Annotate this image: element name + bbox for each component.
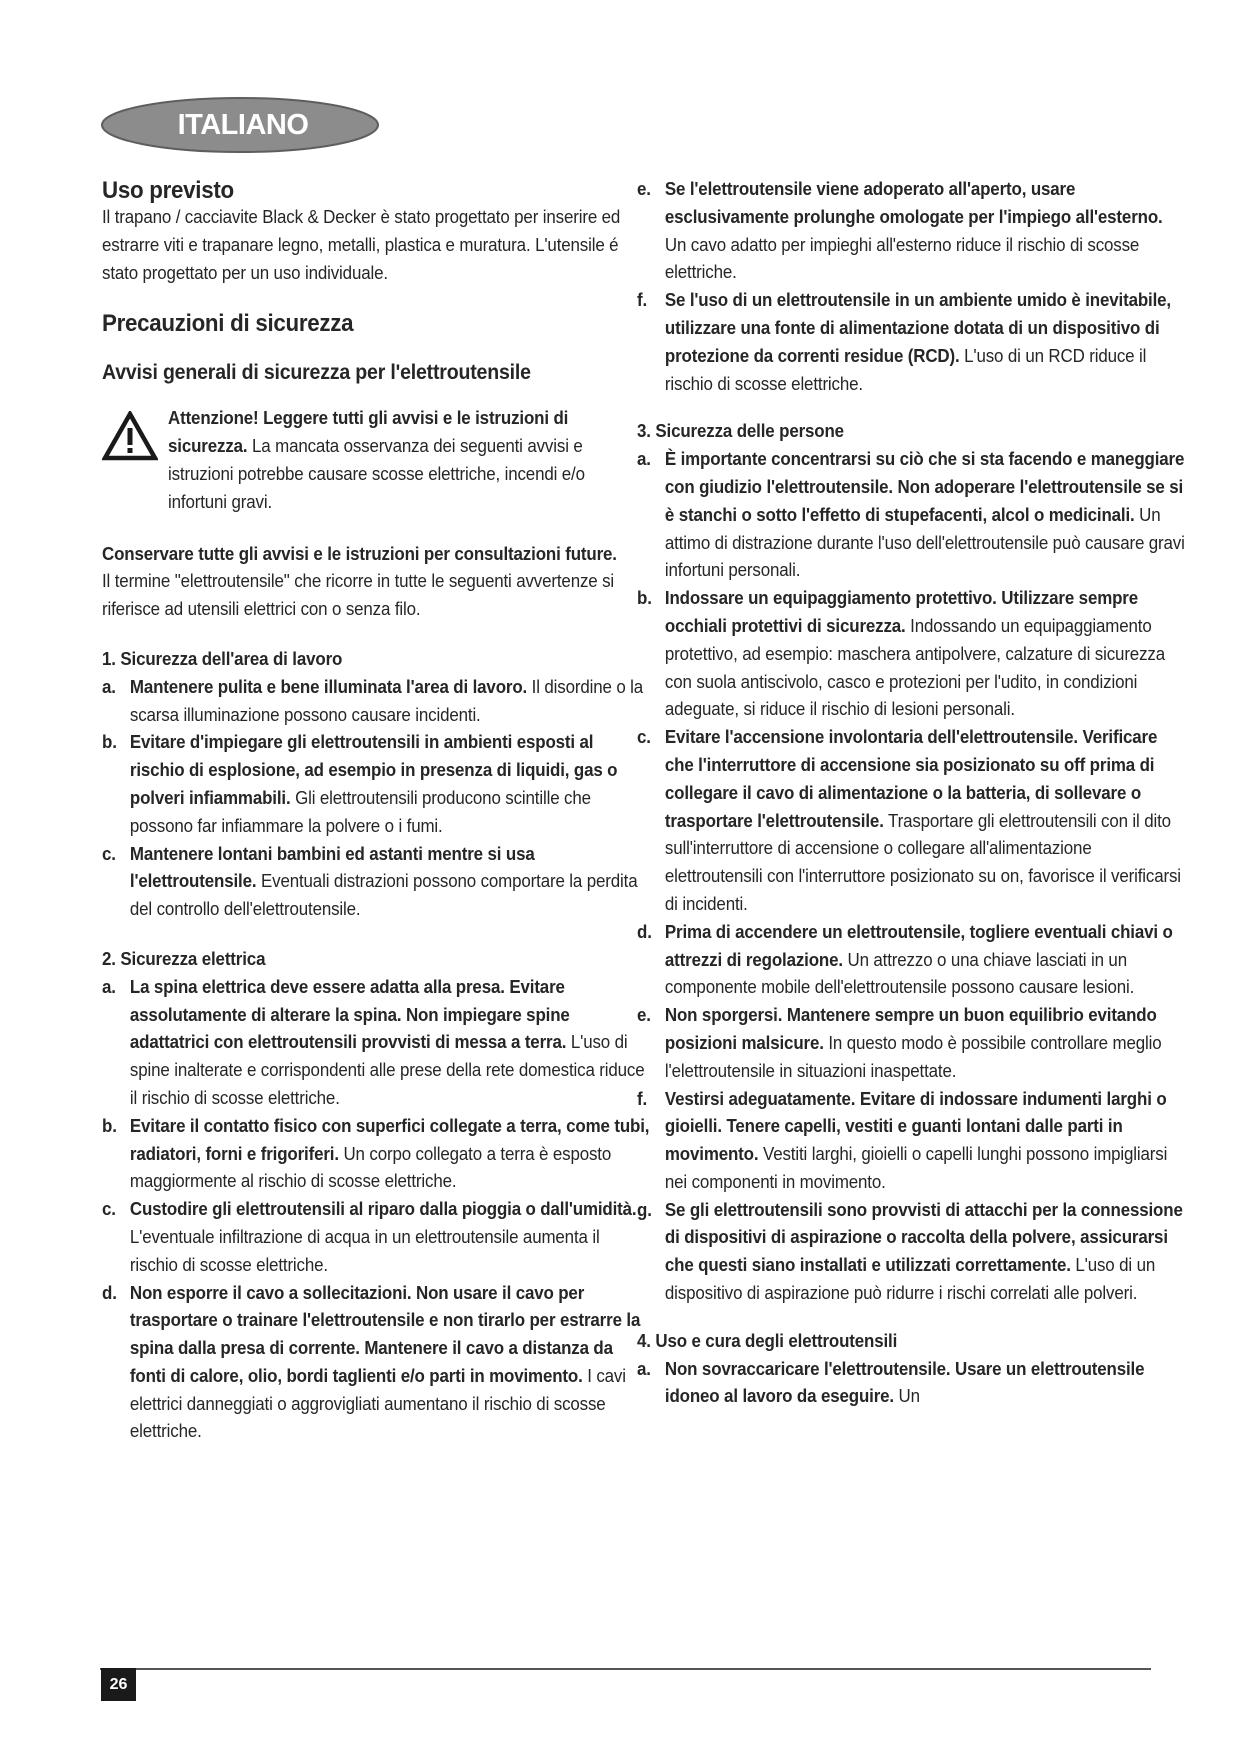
language-label: ITALIANO — [177, 108, 309, 141]
list-item — [102, 841, 650, 924]
list-item — [637, 1197, 1185, 1308]
section-4-title: 4. Uso e cura degli elettroutensili — [637, 1330, 898, 1351]
item-text: Un attimo di distrazione durante l'uso dell'elettroutensile può causare gravi infortuni personali. — [664, 504, 1185, 581]
item-letter: f. — [637, 290, 648, 311]
item-letter: e. — [637, 179, 651, 199]
conserve-bold: Conservare tutte gli avvisi e le istruzioni per consultazioni future. — [102, 543, 617, 564]
item-letter: d. — [102, 1282, 117, 1303]
warning-bold: Attenzione! Leggere tutti gli avvisi e le istruzioni di sicurezza. — [168, 408, 569, 457]
section-3-list — [637, 446, 1185, 1308]
item-letter: d. — [637, 921, 652, 942]
precauzioni-heading: Precauzioni di sicurezza — [102, 310, 354, 338]
item-bold-text: Evitare l'accensione involontaria dell'elettroutensile. Verificare che l'interruttore di accensione sia posizionato su off prima di collegare il cavo di alimentazione o la batteria, di sollevare o trasportare l'elettroutensile. — [664, 727, 1158, 831]
section-3-title: 3. Sicurezza delle persone — [637, 421, 844, 442]
warning-text: La mancata osservanza dei seguenti avvisi e istruzioni potrebbe causare scosse elettriche, incendi e/o infortuni gravi. — [168, 436, 585, 512]
page-number: 26 — [101, 1668, 136, 1701]
item-letter: f. — [637, 1088, 648, 1109]
item-bold-text: Se l'uso di un elettroutensile in un ambiente umido è inevitabile, utilizzare una fonte di alimentazione dotata di un dispositivo di protezione da correnti residue (RCD). — [664, 290, 1171, 366]
list-item — [102, 974, 650, 1113]
list-item — [102, 1280, 650, 1447]
item-letter: a. — [102, 976, 116, 997]
item-text: Gli elettroutensili producono scintille che possono far infiammare la polvere o i fumi. — [129, 787, 591, 836]
item-text: Eventuali distrazioni possono comportare la perdita del controllo dell'elettroutensile. — [129, 871, 638, 920]
item-letter: c. — [102, 1199, 116, 1220]
list-item — [637, 446, 1185, 585]
item-text: In questo modo è possibile controllare meglio l'elettroutensile in situazioni inaspettate. — [664, 1032, 1162, 1081]
item-letter: e. — [637, 1005, 651, 1026]
language-badge — [100, 96, 380, 154]
item-text: Un attrezzo o una chiave lasciati in un componente mobile dell'elettroutensile possono causare lesioni. — [664, 949, 1135, 998]
item-text: Vestiti larghi, gioielli o capelli lunghi possono impigliarsi nei componenti in movimento. — [664, 1144, 1168, 1192]
conserve-text: Il termine "elettroutensile" che ricorre in tutte le seguenti avvertenze si riferisce ad utensili elettrici con o senza filo. — [102, 571, 615, 620]
item-letter: c. — [102, 843, 116, 864]
item-text: Un — [893, 1386, 920, 1407]
conserve-paragraph — [102, 541, 622, 624]
section-2-continued-list — [637, 176, 1171, 398]
list-item — [637, 1002, 1185, 1085]
avvisi-heading: Avvisi generali di sicurezza per l'elettroutensile — [102, 361, 531, 385]
item-letter: b. — [102, 732, 117, 753]
item-text: L'eventuale infiltrazione di acqua in un elettroutensile aumenta il rischio di scosse elettriche. — [129, 1226, 600, 1275]
section-1-list — [102, 674, 644, 924]
item-text: L'uso di un dispositivo di aspirazione può ridurre i rischi correlati alle polveri. — [664, 1255, 1156, 1304]
item-letter: c. — [637, 727, 651, 748]
item-bold-text: La spina elettrica deve essere adatta alla presa. Evitare assolutamente di alterare la spina. Non impiegare spine adattatrici con elettroutensili provvisti di messa a terra. — [129, 976, 570, 1053]
uso-previsto-heading: Uso previsto — [102, 177, 234, 204]
section-2-title: 2. Sicurezza elettrica — [102, 948, 266, 969]
list-item — [102, 1113, 650, 1196]
item-bold-text: È importante concentrarsi su ciò che si sta facendo e maneggiare con giudizio l'elettroutensile. Non adoperare l'elettroutensile se si è stanchi o sotto l'effetto di stupefacenti, alcol o medicinali. — [664, 449, 1185, 525]
item-letter: a. — [637, 1358, 651, 1379]
left-column — [102, 176, 650, 1446]
item-text: Trasportare gli elettroutensili con il dito sull'interruttore di accensione o collegare all'alimentazione elettroutensili con l'interruttore posizionato su on, favorisce il verificarsi di incidenti. — [664, 810, 1181, 914]
item-bold-text: Evitare il contatto fisico con superfici collegate a terra, come tubi, radiatori, forni e frigoriferi. — [129, 1115, 650, 1164]
item-text: Un cavo adatto per impieghi all'esterno riduce il rischio di scosse elettriche. — [664, 234, 1140, 283]
item-text: Un corpo collegato a terra è esposto maggiormente al rischio di scosse elettriche. — [129, 1143, 612, 1192]
item-bold-text: Evitare d'impiegare gli elettroutensili in ambienti esposti al rischio di esplosione, ad esempio in presenza di liquidi, gas o polveri infiammabili. — [129, 732, 618, 808]
list-item — [102, 674, 650, 730]
warning-paragraph — [168, 405, 622, 516]
list-item — [637, 585, 1185, 724]
item-bold-text: Vestirsi adeguatamente. Evitare di indossare indumenti larghi o gioielli. Tenere capelli, vestiti e guanti lontani dalle parti in movimento. — [664, 1088, 1167, 1165]
item-text: Indossando un equipaggiamento protettivo, ad esempio: maschera antipolvere, calzature di sicurezza con suola antiscivolo, casco e protezioni per l'udito, in condizioni adeguate, si riduce il rischio di lesioni personali. — [664, 615, 1165, 720]
item-letter: a. — [102, 676, 116, 697]
list-item — [637, 287, 1185, 398]
list-item — [637, 176, 1185, 287]
list-item — [637, 1356, 1185, 1412]
item-bold-text: Se gli elettroutensili sono provvisti di attacchi per la connessione di dispositivi di aspirazione o raccolta della polvere, assicurarsi che questi siano installati e utilizzati correttamente. — [664, 1199, 1183, 1276]
warning-triangle-icon — [102, 411, 158, 461]
item-letter: g. — [637, 1199, 652, 1220]
right-column — [637, 176, 1185, 1411]
item-bold-text: Se l'elettroutensile viene adoperato all'aperto, usare esclusivamente prolunghe omologate per l'impiego all'esterno. — [664, 179, 1163, 227]
item-letter: b. — [637, 588, 652, 609]
uso-previsto-text: Il trapano / cacciavite Black & Decker è stato progettato per inserire ed estrarre viti e trapanare legno, metalli, plastica e muratura. L'utensile é stato progettato per un uso individuale. — [102, 207, 621, 283]
item-bold-text: Custodire gli elettroutensili al riparo dalla pioggia o dall'umidità. — [129, 1199, 637, 1220]
item-text: L'uso di spine inalterate e corrispondenti alle prese della rete domestica riduce il rischio di scosse elettriche. — [129, 1032, 645, 1108]
item-bold-text: Non sovraccaricare l'elettroutensile. Usare un elettroutensile idoneo al lavoro da eseguire. — [664, 1358, 1145, 1407]
list-item — [102, 1196, 650, 1279]
item-bold-text: Non sporgersi. Mantenere sempre un buon equilibrio evitando posizioni malsicure. — [664, 1005, 1157, 1053]
item-bold-text: Mantenere pulita e bene illuminata l'area di lavoro. — [129, 676, 528, 697]
section-1-title: 1. Sicurezza dell'area di lavoro — [102, 648, 343, 669]
list-item — [637, 1086, 1185, 1197]
list-item — [637, 724, 1185, 919]
item-bold-text: Indossare un equipaggiamento protettivo. Utilizzare sempre occhiali protettivi di sicurezza. — [664, 588, 1139, 636]
item-text: I cavi elettrici danneggiati o aggrovigliati aumentano il rischio di scosse elettriche. — [129, 1365, 626, 1442]
list-item — [637, 919, 1185, 1002]
item-bold-text: Non esporre il cavo a sollecitazioni. Non usare il cavo per trasportare o trainare l'elettroutensile e non tirarlo per estrarre la spina dalla presa di corrente. Mantenere il cavo a distanza da fonti di calore, olio, bordi taglienti e/o parti in movimento. — [129, 1282, 641, 1386]
warning-block — [102, 405, 622, 516]
list-item — [102, 729, 650, 840]
item-text: L'uso di un RCD riduce il rischio di scosse elettriche. — [664, 345, 1147, 394]
item-bold-text: Prima di accendere un elettroutensile, togliere eventuali chiavi o attrezzi di regolazione. — [664, 921, 1173, 970]
item-letter: a. — [637, 449, 651, 470]
footer-rule — [100, 1668, 1151, 1670]
section-2-list — [102, 974, 650, 1447]
item-letter: b. — [102, 1115, 117, 1136]
item-text: Il disordine o la scarsa illuminazione possono causare incidenti. — [129, 676, 644, 725]
section-4-list — [637, 1356, 1157, 1412]
item-bold-text: Mantenere lontani bambini ed astanti mentre si usa l'elettroutensile. — [129, 843, 535, 892]
